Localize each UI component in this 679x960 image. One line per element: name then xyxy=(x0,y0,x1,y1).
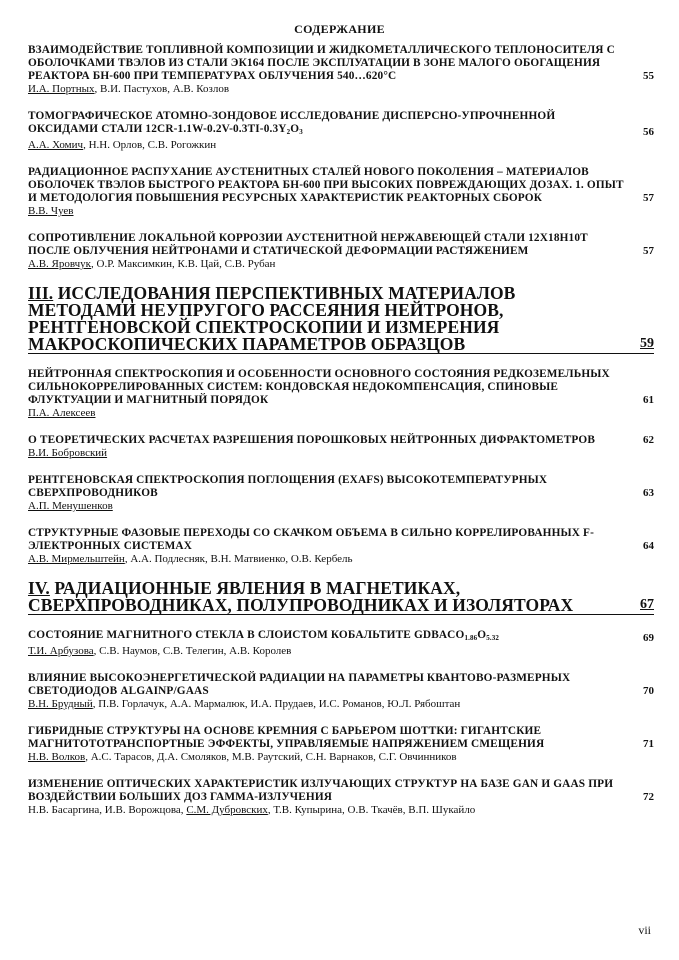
first-author: А.П. Менушенков xyxy=(28,500,113,512)
toc-entry xyxy=(28,232,654,271)
first-author: В.Н. Брудный xyxy=(28,698,93,710)
page-number: 69 xyxy=(643,632,654,644)
page-number: 57 xyxy=(643,245,654,257)
other-authors: , В.И. Пастухов, А.В. Козлов xyxy=(94,83,230,95)
entry-authors xyxy=(28,553,654,566)
first-author: В.И. Бобровский xyxy=(28,447,108,459)
entry-title: ГИБРИДНЫЕ СТРУКТУРЫ НА ОСНОВЕ КРЕМНИЯ С БАРЬЕРОМ ШОТТКИ: ГИГАНТСКИЕ МАГНИТОТОТРАНСПОРТНЫЕ ЭФФЕКТЫ, УПРАВЛЯЕМЫЕ НАПРЯЖЕНИЕМ СМЕЩЕНИЯ xyxy=(28,725,545,750)
entry-title: ВЗАИМОДЕЙСТВИЕ ТОПЛИВНОЙ КОМПОЗИЦИИ И ЖИДКОМЕТАЛЛИЧЕСКОГО ТЕПЛОНОСИТЕЛЯ С ОБОЛОЧКАМИ ТВЭЛОВ ИЗ СТАЛИ ЭК164 ПОСЛЕ ЭКСПЛУАТАЦИИ В ЗОНЕ МАЛОГО ОБОГАЩЕНИЯ РЕАКТОРА БН-600 ПРИ ТЕМПЕРАТУРАХ ОБЛУЧЕНИЯ 540…620°С xyxy=(28,44,615,82)
toc-entry xyxy=(28,527,654,566)
page-number: 55 xyxy=(643,70,654,82)
entry-authors xyxy=(28,698,654,711)
entry-title: НЕЙТРОННАЯ СПЕКТРОСКОПИЯ И ОСОБЕННОСТИ ОСНОВНОГО СОСТОЯНИЯ РЕДКОЗЕМЕЛЬНЫХ СИЛЬНОКОРРЕЛИРОВАННЫХ СИСТЕМ: КОНДОВСКАЯ НЕДОКОМПЕНСАЦИЯ, СПИНОВЫЕ ФЛУКТУАЦИИ И МАГНИТНЫЙ ПОРЯДОК xyxy=(28,368,610,406)
entry-title: СТРУКТУРНЫЕ ФАЗОВЫЕ ПЕРЕХОДЫ СО СКАЧКОМ ОБЪЕМА В СИЛЬНО КОРРЕЛИРОВАННЫХ F-ЭЛЕКТРОННЫХ СИСТЕМАХ xyxy=(28,527,594,552)
table-of-contents xyxy=(28,44,654,831)
page-number: 62 xyxy=(643,434,654,446)
entry-authors xyxy=(28,645,654,658)
entry-authors xyxy=(28,447,654,460)
page-number: 63 xyxy=(643,487,654,499)
page-number: 72 xyxy=(643,791,654,803)
entry-authors xyxy=(28,500,654,513)
toc-entry xyxy=(28,725,654,764)
first-author: П.А. Алексеев xyxy=(28,407,96,419)
entry-title: РЕНТГЕНОВСКАЯ СПЕКТРОСКОПИЯ ПОГЛОЩЕНИЯ (EXAFS) ВЫСОКОТЕМПЕРАТУРНЫХ СВЕРХПРОВОДНИКОВ xyxy=(28,474,548,499)
entry-title: ВЛИЯНИЕ ВЫСОКОЭНЕРГЕТИЧЕСКОЙ РАДИАЦИИ НА ПАРАМЕТРЫ КВАНТОВО-РАЗМЕРНЫХ СВЕТОДИОДОВ ALGAINP/GAAS xyxy=(28,672,571,697)
section-number: III. xyxy=(28,283,54,303)
entry-title: ИЗМЕНЕНИЕ ОПТИЧЕСКИХ ХАРАКТЕРИСТИК ИЗЛУЧАЮЩИХ СТРУКТУР НА БАЗЕ GAN И GAAS ПРИ ВОЗДЕЙСТВИИ БОЛЬШИХ ДОЗ ГАММА-ИЗЛУЧЕНИЯ xyxy=(28,778,614,803)
toc-entry xyxy=(28,778,654,817)
first-author: Н.В. Волков xyxy=(28,751,86,763)
page-number: 61 xyxy=(643,394,654,406)
first-author: А.В. Яровчук xyxy=(28,258,92,270)
other-authors: , А.С. Тарасов, Д.А. Смоляков, М.В. Раутский, С.Н. Варнаков, С.Г. Овчинников xyxy=(85,751,457,763)
other-authors: , Н.Н. Орлов, С.В. Рогожкин xyxy=(83,139,217,151)
page-folio: vii xyxy=(638,923,651,937)
toc-entry xyxy=(28,110,654,152)
entry-authors xyxy=(28,258,654,271)
entry-authors xyxy=(28,804,654,817)
entry-title: О ТЕОРЕТИЧЕСКИХ РАСЧЕТАХ РАЗРЕШЕНИЯ ПОРОШКОВЫХ НЕЙТРОННЫХ ДИФРАКТОМЕТРОВ xyxy=(28,434,596,446)
entry-authors xyxy=(28,139,654,152)
page-number: 64 xyxy=(643,540,654,552)
page-number: 57 xyxy=(643,192,654,204)
other-authors: , А.А. Подлесняк, В.Н. Матвиенко, О.В. Кербель xyxy=(124,553,353,565)
section-page-number: 67 xyxy=(640,597,654,612)
toc-entry xyxy=(28,672,654,711)
leading-authors: Н.В. Басаргина, И.В. Ворожцова, xyxy=(28,804,187,816)
underlined-author: С.М. Дубровских xyxy=(186,804,268,816)
section-title: IV. РАДИАЦИОННЫЕ ЯВЛЕНИЯ В МАГНЕТИКАХ, СВЕРХПРОВОДНИКАХ, ПОЛУПРОВОДНИКАХ И ИЗОЛЯТОРАХ xyxy=(28,578,574,615)
section-title: III. ИССЛЕДОВАНИЯ ПЕРСПЕКТИВНЫХ МАТЕРИАЛОВ МЕТОДАМИ НЕУПРУГОГО РАССЕЯНИЯ НЕЙТРОНОВ, РЕНТГЕНОВСКОЙ СПЕКТРОСКОПИИ И ИЗМЕРЕНИЯ МАКРОСКОПИЧЕСКИХ ПАРАМЕТРОВ ОБРАЗЦОВ xyxy=(28,283,516,354)
other-authors: , Т.В. Купырина, О.В. Ткачёв, В.П. Шукайло xyxy=(267,804,476,816)
other-authors: , П.В. Горлачук, А.А. Мармалюк, И.А. Прудаев, И.С. Романов, Ю.Л. Рябоштан xyxy=(92,698,461,710)
first-author: И.А. Портных xyxy=(28,83,95,95)
entry-title: ТОМОГРАФИЧЕСКОЕ АТОМНО-ЗОНДОВОЕ ИССЛЕДОВАНИЕ ДИСПЕРСНО-УПРОЧНЕННОЙ ОКСИДАМИ СТАЛИ $12CR-1.1W-0.2V-0.3TI-0.3Y_2O_3$ xyxy=(28,110,556,136)
toc-entry xyxy=(28,474,654,513)
toc-entry xyxy=(28,166,654,218)
toc-entry xyxy=(28,44,654,96)
page-title: СОДЕРЖАНИЕ xyxy=(294,22,385,36)
section-number: IV. xyxy=(28,578,50,598)
first-author: А.А. Хомич xyxy=(28,139,84,151)
entry-authors xyxy=(28,407,654,420)
section-page-number: 59 xyxy=(640,336,654,351)
first-author: А.В. Мирмельштейн xyxy=(28,553,125,565)
other-authors: , С.В. Наумов, С.В. Телегин, А.В. Королев xyxy=(93,645,292,657)
section-heading xyxy=(28,285,654,354)
entry-authors xyxy=(28,205,654,218)
page-number: 71 xyxy=(643,738,654,750)
entry-authors xyxy=(28,83,654,96)
toc-entry xyxy=(28,629,654,658)
entry-title: РАДИАЦИОННОЕ РАСПУХАНИЕ АУСТЕНИТНЫХ СТАЛЕЙ НОВОГО ПОКОЛЕНИЯ – МАТЕРИАЛОВ ОБОЛОЧЕК ТВЭЛОВ БЫСТРОГО РЕАКТОРА БН-600 ПРИ ВЫСОКИХ ПОВРЕЖДАЮЩИХ ДОЗАХ. 1. ОПЫТ И МЕТОДОЛОГИЯ ПОВЫШЕНИЯ РЕСУРСНЫХ ХАРАКТЕРИСТИК РЕАКТОРНЫХ СБОРОК xyxy=(28,166,624,204)
toc-entry xyxy=(28,368,654,420)
page-number: 56 xyxy=(643,126,654,138)
first-author: Т.И. Арбузова xyxy=(28,645,94,657)
entry-title: СОПРОТИВЛЕНИЕ ЛОКАЛЬНОЙ КОРРОЗИИ АУСТЕНИТНОЙ НЕРЖАВЕЮЩЕЙ СТАЛИ 12Х18Н10Т ПОСЛЕ ОБЛУЧЕНИЯ НЕЙТРОНАМИ И СТАТИЧЕСКОЙ ДЕФОРМАЦИИ РАСТЯЖЕНИЕМ xyxy=(28,232,588,257)
toc-entry xyxy=(28,434,654,460)
entry-title: СОСТОЯНИЕ МАГНИТНОГО СТЕКЛА В СЛОИСТОМ КОБАЛЬТИТЕ $GDBACO_{1.86}O_{5.32}$ xyxy=(28,629,500,642)
entry-authors xyxy=(28,751,654,764)
other-authors: , О.Р. Максимкин, К.В. Цай, С.В. Рубан xyxy=(91,258,276,270)
page-number: 70 xyxy=(643,685,654,697)
first-author: В.В. Чуев xyxy=(28,205,74,217)
section-heading xyxy=(28,580,654,615)
